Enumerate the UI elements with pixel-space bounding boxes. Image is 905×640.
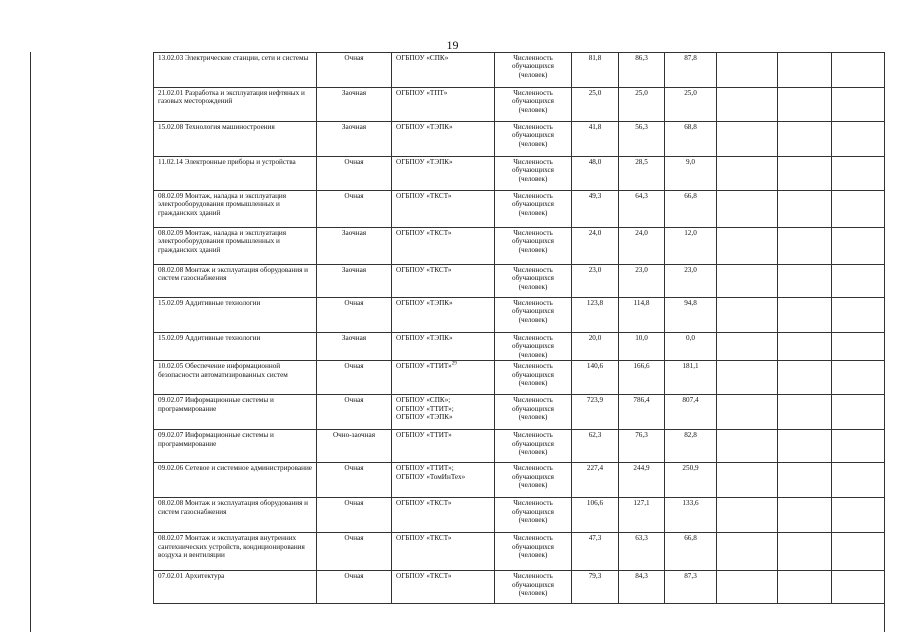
table-row	[154, 88, 885, 122]
empty-cell	[832, 265, 885, 298]
specialty-cell: 08.02.09 Монтаж, наладка и эксплуатация электрооборудования промышленных и гражданских зданий	[154, 191, 317, 228]
value-cell: 64,3	[619, 191, 665, 228]
table-row	[154, 533, 885, 571]
organization-cell	[392, 361, 495, 395]
empty-cell	[832, 498, 885, 533]
specialty-cell: 10.02.05 Обеспечение информационной безопасности автоматизированных систем	[154, 361, 317, 395]
empty-cell	[717, 298, 778, 333]
empty-cell	[717, 157, 778, 191]
table-row	[154, 430, 885, 463]
specialty-cell: 09.02.07 Информационные системы и программирование	[154, 430, 317, 463]
value-cell: 250,9	[665, 463, 717, 498]
study-form-cell: Очная	[317, 53, 392, 88]
empty-cell	[832, 191, 885, 228]
value-cell: 23,0	[619, 265, 665, 298]
value-cell: 76,3	[619, 430, 665, 463]
empty-cell	[832, 122, 885, 157]
organization-cell	[392, 463, 495, 498]
organization-name: ОГБПОУ «ТомИнТех»	[396, 472, 466, 481]
specialty-cell: 15.02.08 Технология машиностроения	[154, 122, 317, 157]
indicator-cell: Численность обучающихся (человек)	[495, 430, 572, 463]
specialty-cell: 08.02.08 Монтаж и эксплуатация оборудования и систем газоснабжения	[154, 265, 317, 298]
organization-cell	[392, 533, 495, 571]
value-cell: 81,8	[572, 53, 619, 88]
empty-cell	[717, 228, 778, 265]
organization-name: ОГБПОУ «ТКСТ»	[396, 192, 452, 200]
empty-cell	[832, 228, 885, 265]
study-form-cell: Очная	[317, 395, 392, 430]
organization-name: ОГБПОУ «ТКСТ»	[396, 266, 452, 274]
value-cell: 86,3	[619, 53, 665, 88]
empty-cell	[778, 463, 832, 498]
value-cell: 62,3	[572, 430, 619, 463]
empty-cell	[778, 333, 832, 361]
study-form-cell: Очная	[317, 498, 392, 533]
empty-cell	[832, 395, 885, 430]
indicator-cell: Численность обучающихся (человек)	[495, 463, 572, 498]
organization-cell	[392, 228, 495, 265]
value-cell: 25,0	[619, 88, 665, 122]
empty-cell	[717, 498, 778, 533]
value-cell: 24,0	[572, 228, 619, 265]
study-form-cell: Очная	[317, 298, 392, 333]
value-cell: 84,3	[619, 571, 665, 604]
value-cell: 166,6	[619, 361, 665, 395]
indicator-cell: Численность обучающихся (человек)	[495, 533, 572, 571]
empty-cell	[778, 191, 832, 228]
organization-cell	[392, 333, 495, 361]
value-cell: 28,5	[619, 157, 665, 191]
value-cell: 127,1	[619, 498, 665, 533]
table-row	[154, 571, 885, 604]
enrollment-table	[153, 52, 885, 604]
empty-cell	[778, 228, 832, 265]
value-cell: 24,0	[619, 228, 665, 265]
table-body	[154, 53, 885, 604]
value-cell: 87,3	[665, 571, 717, 604]
value-cell: 0,0	[665, 333, 717, 361]
value-cell: 87,8	[665, 53, 717, 88]
indicator-cell: Численность обучающихся (человек)	[495, 191, 572, 228]
value-cell: 10,0	[619, 333, 665, 361]
empty-cell	[778, 571, 832, 604]
specialty-cell: 21.02.01 Разработка и эксплуатация нефтяных и газовых месторождений	[154, 88, 317, 122]
study-form-cell: Очная	[317, 361, 392, 395]
empty-cell	[717, 430, 778, 463]
value-cell: 23,0	[572, 265, 619, 298]
empty-cell	[778, 298, 832, 333]
value-cell: 12,0	[665, 228, 717, 265]
value-cell: 227,4	[572, 463, 619, 498]
empty-cell	[778, 265, 832, 298]
organization-cell	[392, 157, 495, 191]
empty-cell	[832, 463, 885, 498]
indicator-cell: Численность обучающихся (человек)	[495, 122, 572, 157]
empty-cell	[832, 533, 885, 571]
page-number: 19	[446, 38, 459, 52]
empty-cell	[717, 191, 778, 228]
organization-cell	[392, 88, 495, 122]
organization-cell	[392, 498, 495, 533]
specialty-cell: 11.02.14 Электронные приборы и устройства	[154, 157, 317, 191]
value-cell: 41,8	[572, 122, 619, 157]
indicator-cell: Численность обучающихся (человек)	[495, 333, 572, 361]
specialty-cell: 08.02.09 Монтаж, наладка и эксплуатация электрооборудования промышленных и гражданских зданий	[154, 228, 317, 265]
indicator-cell: Численность обучающихся (человек)	[495, 395, 572, 430]
table-row	[154, 298, 885, 333]
table-row	[154, 265, 885, 298]
indicator-cell: Численность обучающихся (человек)	[495, 157, 572, 191]
indicator-cell: Численность обучающихся (человек)	[495, 498, 572, 533]
study-form-cell: Заочная	[317, 88, 392, 122]
table-row	[154, 122, 885, 157]
organization-name: ОГБПОУ «СПК»;	[396, 396, 451, 405]
organization-name: ОГБПОУ «ТТИТ»	[396, 431, 452, 440]
value-cell: 20,0	[572, 333, 619, 361]
empty-cell	[778, 157, 832, 191]
empty-cell	[778, 361, 832, 395]
value-cell: 23,0	[665, 265, 717, 298]
value-cell: 56,3	[619, 122, 665, 157]
organization-cell	[392, 265, 495, 298]
value-cell: 68,8	[665, 122, 717, 157]
organization-cell	[392, 191, 495, 228]
value-cell: 66,8	[665, 533, 717, 571]
specialty-cell: 08.02.07 Монтаж и эксплуатация внутренних сантехнических устройств, кондиционирования воздуха и вентиляции	[154, 533, 317, 571]
specialty-cell: 08.02.08 Монтаж и эксплуатация оборудования и систем газоснабжения	[154, 498, 317, 533]
indicator-cell: Численность обучающихся (человек)	[495, 88, 572, 122]
organization-cell	[392, 298, 495, 333]
organization-name: ОГБПОУ «ТТИТ»$^{29}$	[396, 361, 457, 371]
indicator-cell: Численность обучающихся (человек)	[495, 53, 572, 88]
organization-name: ОГБПОУ «ТПТ»	[396, 89, 448, 97]
organization-name: ОГБПОУ «ТЭПК»	[396, 158, 453, 166]
table-row	[154, 228, 885, 265]
empty-cell	[832, 88, 885, 122]
study-form-cell: Очная	[317, 463, 392, 498]
table-row	[154, 463, 885, 498]
value-cell: 106,6	[572, 498, 619, 533]
value-cell: 181,1	[665, 361, 717, 395]
value-cell: 25,0	[665, 88, 717, 122]
value-cell: 786,4	[619, 395, 665, 430]
empty-cell	[832, 361, 885, 395]
organization-cell	[392, 53, 495, 88]
table-row	[154, 157, 885, 191]
empty-cell	[832, 571, 885, 604]
empty-cell	[832, 333, 885, 361]
organization-cell	[392, 395, 495, 430]
organization-name: ОГБПОУ «ТЭПК»	[396, 334, 453, 342]
table-row	[154, 191, 885, 228]
value-cell: 9,0	[665, 157, 717, 191]
organization-name: ОГБПОУ «ТЭПК»	[396, 123, 453, 131]
organization-name: ОГБПОУ «ТКСТ»	[396, 572, 452, 581]
organization-name: ОГБПОУ «ТЭПК»	[396, 413, 453, 422]
organization-name: ОГБПОУ «ТТИТ»;	[396, 464, 454, 473]
table-row	[154, 333, 885, 361]
study-form-cell: Очная	[317, 571, 392, 604]
organization-name: ОГБПОУ «ТКСТ»	[396, 229, 452, 237]
specialty-cell: 13.02.03 Электрические станции, сети и системы	[154, 53, 317, 88]
indicator-cell: Численность обучающихся (человек)	[495, 228, 572, 265]
empty-cell	[832, 298, 885, 333]
specialty-cell: 15.02.09 Аддитивные технологии	[154, 298, 317, 333]
value-cell: 82,8	[665, 430, 717, 463]
organization-name: ОГБПОУ «ТКСТ»	[396, 534, 452, 543]
indicator-cell: Численность обучающихся (человек)	[495, 361, 572, 395]
empty-cell	[717, 361, 778, 395]
value-cell: 94,8	[665, 298, 717, 333]
empty-cell	[717, 53, 778, 88]
table-row	[154, 53, 885, 88]
empty-cell	[717, 122, 778, 157]
specialty-cell: 09.02.06 Сетевое и системное администрирование	[154, 463, 317, 498]
value-cell: 79,3	[572, 571, 619, 604]
empty-cell	[717, 533, 778, 571]
value-cell: 123,8	[572, 298, 619, 333]
empty-cell	[778, 122, 832, 157]
organization-cell	[392, 571, 495, 604]
left-margin-line	[30, 52, 31, 632]
empty-cell	[717, 333, 778, 361]
study-form-cell: Очная	[317, 157, 392, 191]
indicator-cell: Численность обучающихся (человек)	[495, 298, 572, 333]
empty-cell	[717, 395, 778, 430]
specialty-cell: 07.02.01 Архитектура	[154, 571, 317, 604]
organization-cell	[392, 122, 495, 157]
empty-cell	[717, 571, 778, 604]
empty-cell	[778, 430, 832, 463]
footnote-marker: 29	[451, 361, 457, 367]
value-cell: 140,6	[572, 361, 619, 395]
value-cell: 25,0	[572, 88, 619, 122]
value-cell: 47,3	[572, 533, 619, 571]
indicator-cell: Численность обучающихся (человек)	[495, 265, 572, 298]
empty-cell	[832, 430, 885, 463]
empty-cell	[832, 157, 885, 191]
value-cell: 63,3	[619, 533, 665, 571]
empty-cell	[778, 498, 832, 533]
study-form-cell: Заочная	[317, 228, 392, 265]
study-form-cell: Заочная	[317, 265, 392, 298]
value-cell: 114,8	[619, 298, 665, 333]
table-row	[154, 498, 885, 533]
specialty-cell: 15.02.09 Аддитивные технологии	[154, 333, 317, 361]
specialty-cell: 09.02.07 Информационные системы и программирование	[154, 395, 317, 430]
empty-cell	[717, 463, 778, 498]
study-form-cell: Очная	[317, 191, 392, 228]
value-cell: 49,3	[572, 191, 619, 228]
empty-cell	[832, 53, 885, 88]
empty-cell	[717, 265, 778, 298]
value-cell: 723,9	[572, 395, 619, 430]
empty-cell	[778, 53, 832, 88]
value-cell: 133,6	[665, 498, 717, 533]
organization-name: ОГБПОУ «ТЭПК»	[396, 299, 453, 307]
study-form-cell: Очная	[317, 533, 392, 571]
organization-name: ОГБПОУ «СПК»	[396, 54, 449, 62]
organization-name: ОГБПОУ «ТКСТ»	[396, 499, 452, 508]
table-row	[154, 361, 885, 395]
empty-cell	[778, 395, 832, 430]
value-cell: 244,9	[619, 463, 665, 498]
organization-name: ОГБПОУ «ТТИТ»;	[396, 404, 454, 413]
organization-cell	[392, 430, 495, 463]
study-form-cell: Заочная	[317, 122, 392, 157]
empty-cell	[778, 533, 832, 571]
study-form-cell: Очно-заочная	[317, 430, 392, 463]
value-cell: 807,4	[665, 395, 717, 430]
empty-cell	[778, 88, 832, 122]
empty-cell	[717, 88, 778, 122]
value-cell: 66,8	[665, 191, 717, 228]
indicator-cell: Численность обучающихся (человек)	[495, 571, 572, 604]
study-form-cell: Заочная	[317, 333, 392, 361]
value-cell: 48,0	[572, 157, 619, 191]
table-row	[154, 395, 885, 430]
